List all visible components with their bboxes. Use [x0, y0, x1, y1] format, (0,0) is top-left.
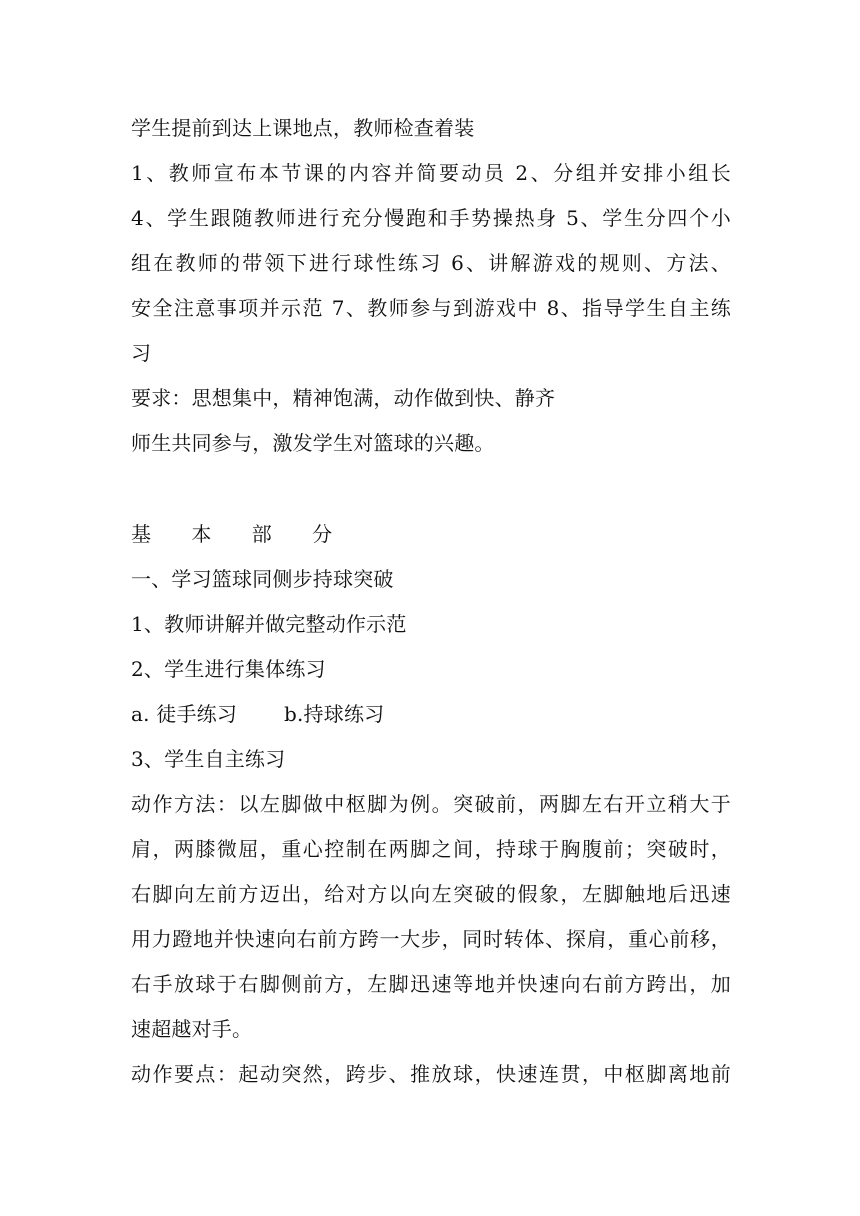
step-1: 1、教师讲解并做完整动作示范	[131, 612, 407, 636]
method-line-4: 用力蹬地并快速向右前方跨一大步，同时转体、探肩，重心前移，	[131, 927, 731, 951]
method-line-5: 右手放球于右脚侧前方，左脚迅速等地并快速向右前方跨出，加	[131, 972, 731, 996]
intro-line-4: 组在教师的带领下进行球性练习 6、讲解游戏的规则、方法、	[131, 251, 731, 275]
intro-line-5: 安全注意事项并示范 7、教师参与到游戏中 8、指导学生自主练	[131, 296, 731, 320]
requirement-line: 要求：思想集中，精神饱满，动作做到快、静齐	[131, 386, 556, 410]
intro-line-6: 习	[131, 341, 152, 365]
method-line-1: 动作方法：以左脚做中枢脚为例。突破前，两脚左右开立稍大于	[131, 792, 731, 816]
section1-title: 一、学习篮球同侧步持球突破	[131, 567, 394, 591]
method-line-2: 肩，两膝微屈，重心控制在两脚之间，持球于胸腹前；突破时，	[131, 837, 731, 861]
sub-step-a: a. 徒手练习	[131, 702, 238, 726]
method-line-6: 速超越对手。	[131, 1017, 253, 1041]
key-points-line: 动作要点：起动突然，跨步、推放球，快速连贯，中枢脚离地前	[131, 1062, 731, 1086]
section-heading: 基 本 部 分	[131, 522, 350, 546]
step-3: 3、学生自主练习	[131, 747, 286, 771]
sub-step-b: b.持球练习	[284, 702, 385, 726]
intro-line-2: 1、教师宣布本节课的内容并简要动员 2、分组并安排小组长	[131, 161, 731, 185]
intro-line-1: 学生提前到达上课地点，教师检查着装	[131, 116, 475, 140]
intro-line-3: 4、学生跟随教师进行充分慢跑和手势操热身 5、学生分四个小	[131, 206, 731, 230]
step-2: 2、学生进行集体练习	[131, 657, 326, 681]
participation-line: 师生共同参与，激发学生对篮球的兴趣。	[131, 431, 495, 455]
method-line-3: 右脚向左前方迈出，给对方以向左突破的假象，左脚触地后迅速	[131, 882, 731, 906]
